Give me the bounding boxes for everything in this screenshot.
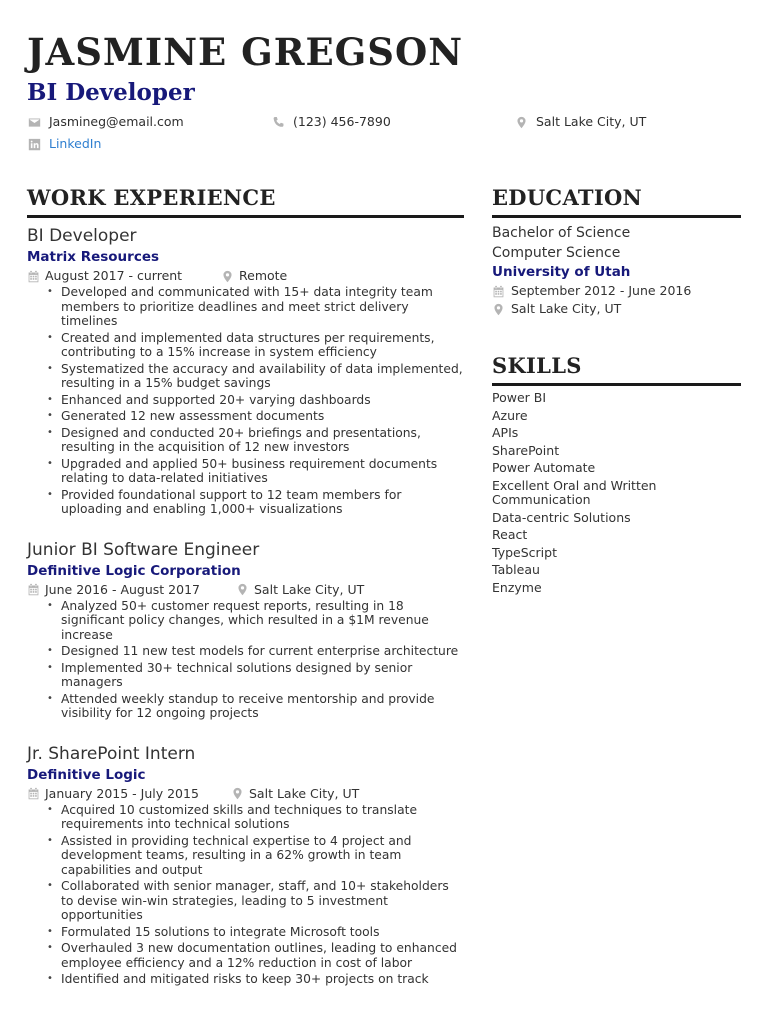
education-dates-text: September 2012 - June 2016 xyxy=(511,283,692,298)
calendar-icon xyxy=(27,787,40,800)
company-name: Matrix Resources xyxy=(27,249,160,265)
work-experience-heading: WORK EXPERIENCE xyxy=(27,184,464,218)
linkedin-icon xyxy=(28,138,41,151)
degree-text: Bachelor of Science xyxy=(492,225,631,241)
list-item: • Acquired 10 customized skills and techniques to translate requirements into technical solutions xyxy=(61,803,464,832)
skill-item: Power BI xyxy=(492,390,547,405)
calendar-icon xyxy=(27,583,40,596)
list-item: • Identified and mitigated risks to keep 30+ projects on track xyxy=(61,972,464,987)
list-item: • Developed and communicated with 15+ data integrity team members to prioritize deadlines and meet strict delivery timelines xyxy=(61,285,464,329)
list-item: • Enhanced and supported 20+ varying dashboards xyxy=(61,393,464,408)
linkedin-link[interactable]: LinkedIn xyxy=(49,136,102,151)
map-pin-icon xyxy=(236,583,249,596)
job-meta xyxy=(27,582,464,598)
skill-item: Power Automate xyxy=(492,460,596,476)
job-title: BI Developer xyxy=(27,226,137,246)
job-title: Junior BI Software Engineer xyxy=(27,539,260,560)
phone-icon xyxy=(272,116,285,129)
major-text: Computer Science xyxy=(492,245,621,261)
work-experience-section xyxy=(27,184,464,989)
job-meta xyxy=(27,268,464,284)
education-entry xyxy=(492,223,741,318)
job-dates: August 2017 - current xyxy=(45,268,183,283)
map-pin-icon xyxy=(231,787,244,800)
skill-item: SharePoint xyxy=(492,442,560,458)
map-pin-icon xyxy=(221,270,234,283)
contact-linkedin xyxy=(28,136,101,152)
company-name: Definitive Logic xyxy=(27,766,146,783)
contact-email xyxy=(28,114,184,130)
company-name: Definitive Logic Corporation xyxy=(27,562,241,579)
skills-list xyxy=(492,391,741,595)
skill-item: Azure xyxy=(492,407,528,423)
list-item: • Attended weekly standup to receive mentorship and provide visibility for 12 ongoing projects xyxy=(61,692,464,721)
job-dates: June 2016 - August 2017 xyxy=(45,581,200,597)
map-pin-icon xyxy=(492,303,505,316)
job-entry xyxy=(27,743,464,987)
list-item: • Generated 12 new assessment documents xyxy=(61,409,464,424)
location-text: Salt Lake City, UT xyxy=(536,114,647,129)
job-role-title: BI Developer xyxy=(27,79,195,106)
calendar-icon xyxy=(492,285,505,298)
job-bullets xyxy=(27,285,464,517)
education-location-text: Salt Lake City, UT xyxy=(511,301,622,316)
list-item: • Systematized the accuracy and availability of data implemented, resulting in a 15% budget savings xyxy=(61,362,464,391)
skill-item: Excellent Oral and Written Communication xyxy=(492,477,657,507)
list-item: • Formulated 15 solutions to integrate Microsoft tools xyxy=(61,925,464,940)
map-pin-icon xyxy=(515,116,528,129)
job-meta xyxy=(27,786,464,802)
job-location: Salt Lake City, UT xyxy=(254,581,365,597)
email-text[interactable]: Jasmineg@email.com xyxy=(49,114,184,129)
list-item: • Designed and conducted 20+ briefings and presentations, resulting in the acquisition of 12 new investors xyxy=(61,426,464,455)
skill-item: TypeScript xyxy=(492,544,557,560)
envelope-icon xyxy=(28,116,41,129)
list-item: • Provided foundational support to 12 team members for uploading and enabling 1,000+ visualizations xyxy=(61,488,464,517)
skill-item: React xyxy=(492,527,528,543)
skill-item: Enzyme xyxy=(492,579,542,595)
list-item: • Upgraded and applied 50+ business requirement documents relating to data-related initiatives xyxy=(61,457,464,486)
job-title: Jr. SharePoint Intern xyxy=(27,743,196,764)
sidebar-column xyxy=(492,184,741,599)
candidate-name: JASMINE GREGSON xyxy=(27,30,464,74)
calendar-icon xyxy=(27,270,40,283)
job-bullets xyxy=(27,803,464,987)
list-item: • Overhauled 3 new documentation outlines, leading to enhanced employee efficiency and a 12% reduction in cost of labor xyxy=(61,941,464,970)
job-entry xyxy=(27,539,464,721)
skill-item: Data-centric Solutions xyxy=(492,509,631,525)
skills-heading: SKILLS xyxy=(492,352,741,386)
skill-item: Tableau xyxy=(492,562,540,578)
list-item: • Assisted in providing technical expertise to 4 project and development teams, resulting in a 62% growth in team capabilities and output xyxy=(61,834,464,878)
school-name: University of Utah xyxy=(492,264,631,280)
job-location: Salt Lake City, UT xyxy=(249,785,360,801)
job-bullets xyxy=(27,599,464,721)
list-item: • Collaborated with senior manager, staff, and 10+ stakeholders to devise win-win strategies, leading to 5 investment opportunities xyxy=(61,879,464,923)
list-item: • Analyzed 50+ customer request reports, resulting in 18 significant policy changes, which resulted in a $1M revenue increase xyxy=(61,599,464,643)
job-entry xyxy=(27,225,464,517)
list-item: • Created and implemented data structures per requirements, contributing to a 15% increase in system efficiency xyxy=(61,331,464,360)
list-item: • Designed 11 new test models for current enterprise architecture xyxy=(61,644,464,659)
skill-item: APIs xyxy=(492,425,519,441)
list-item: • Implemented 30+ technical solutions designed by senior managers xyxy=(61,661,464,690)
job-dates: January 2015 - July 2015 xyxy=(45,785,199,801)
education-heading: EDUCATION xyxy=(492,184,741,218)
phone-text: (123) 456-7890 xyxy=(293,114,391,129)
education-location xyxy=(492,300,741,318)
contact-location xyxy=(515,114,646,130)
contact-phone xyxy=(272,114,391,130)
job-location: Remote xyxy=(239,268,288,283)
education-dates xyxy=(492,282,741,300)
